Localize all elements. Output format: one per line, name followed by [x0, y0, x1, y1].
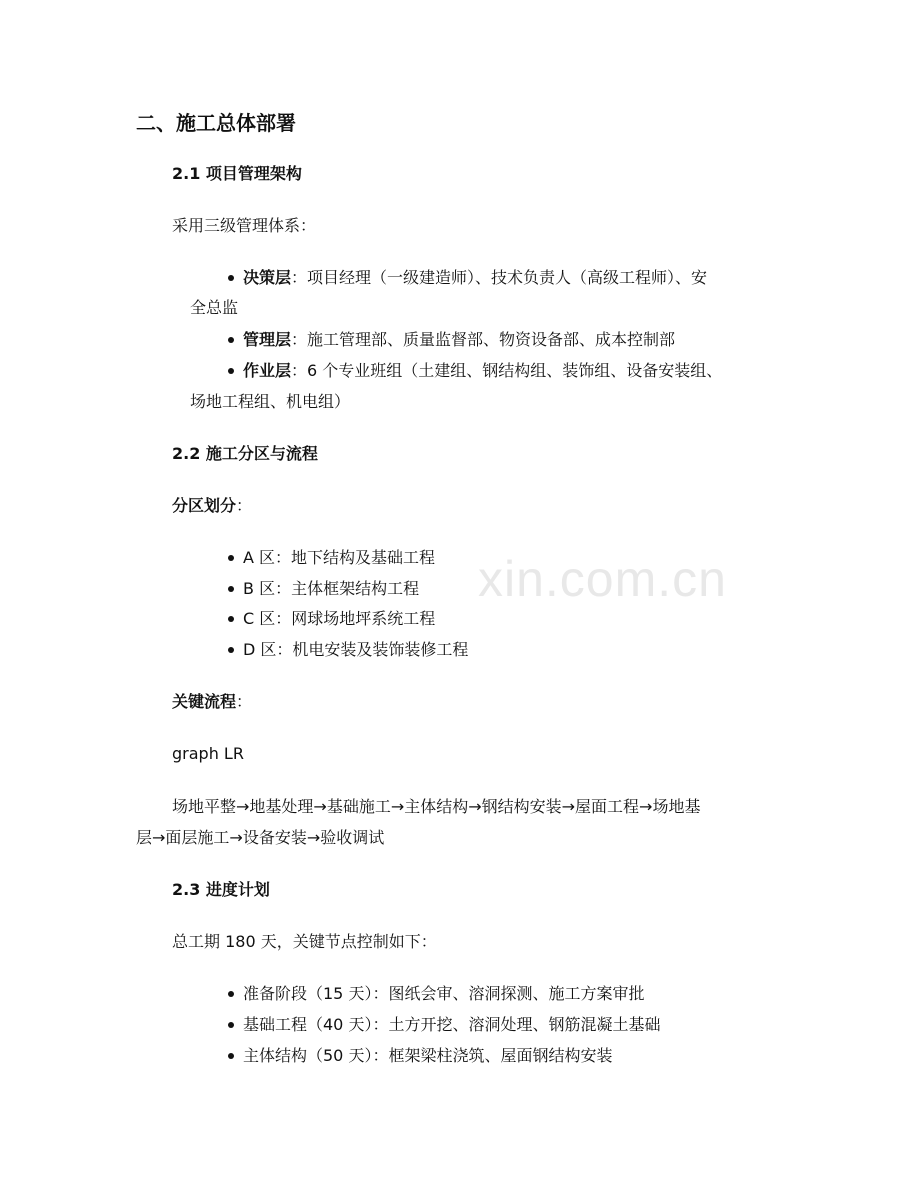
list-item: 基础工程（40 天）：土方开挖、溶洞处理、钢筋混凝土基础: [243, 1015, 661, 1034]
bullet: [228, 1022, 234, 1028]
list-item: D 区：机电安装及装饰装修工程: [243, 640, 469, 659]
heading-2-2: 2.2 施工分区与流程: [172, 444, 318, 463]
bullet: [228, 555, 234, 561]
bullet: [228, 991, 234, 997]
watermark: xin.com.cn: [478, 551, 727, 607]
list-item-continuation: 场地工程组、机电组）: [190, 392, 351, 411]
bullet: [228, 368, 234, 374]
flow-line-2: 层→面层施工→设备安装→验收调试: [136, 828, 385, 847]
bullet: [228, 275, 234, 281]
flow-label: 关键流程：: [172, 692, 253, 711]
list-item: 准备阶段（15 天）：图纸会审、溶洞探测、施工方案审批: [243, 984, 645, 1003]
section-title: 二、施工总体部署: [136, 111, 296, 135]
list-item: 管理层：施工管理部、质量监督部、物资设备部、成本控制部: [243, 330, 676, 349]
zone-label: 分区划分：: [172, 496, 253, 515]
list-item: 决策层：项目经理（一级建造师）、技术负责人（高级工程师）、安: [243, 268, 708, 287]
bullet: [228, 337, 234, 343]
bullet: [228, 616, 234, 622]
list-item: 作业层：6 个专业班组（土建组、钢结构组、装饰组、设备安装组、: [243, 361, 723, 380]
list-item: 主体结构（50 天）：框架梁柱浇筑、屋面钢结构安装: [243, 1046, 613, 1065]
list-item: A 区：地下结构及基础工程: [243, 548, 436, 567]
list-item: C 区：网球场地坪系统工程: [243, 609, 436, 628]
heading-2-1: 2.1 项目管理架构: [172, 164, 302, 183]
bullet: [228, 586, 234, 592]
bullet: [228, 647, 234, 653]
heading-2-3: 2.3 进度计划: [172, 880, 270, 899]
graph-text: graph LR: [172, 744, 244, 763]
flow-line-1: 场地平整→地基处理→基础施工→主体结构→钢结构安装→屋面工程→场地基: [172, 797, 701, 816]
s21-intro: 采用三级管理体系：: [172, 216, 317, 235]
list-item-continuation: 全总监: [190, 298, 239, 317]
list-item: B 区：主体框架结构工程: [243, 579, 420, 598]
s23-intro: 总工期 180 天，关键节点控制如下：: [172, 932, 437, 951]
bullet: [228, 1053, 234, 1059]
